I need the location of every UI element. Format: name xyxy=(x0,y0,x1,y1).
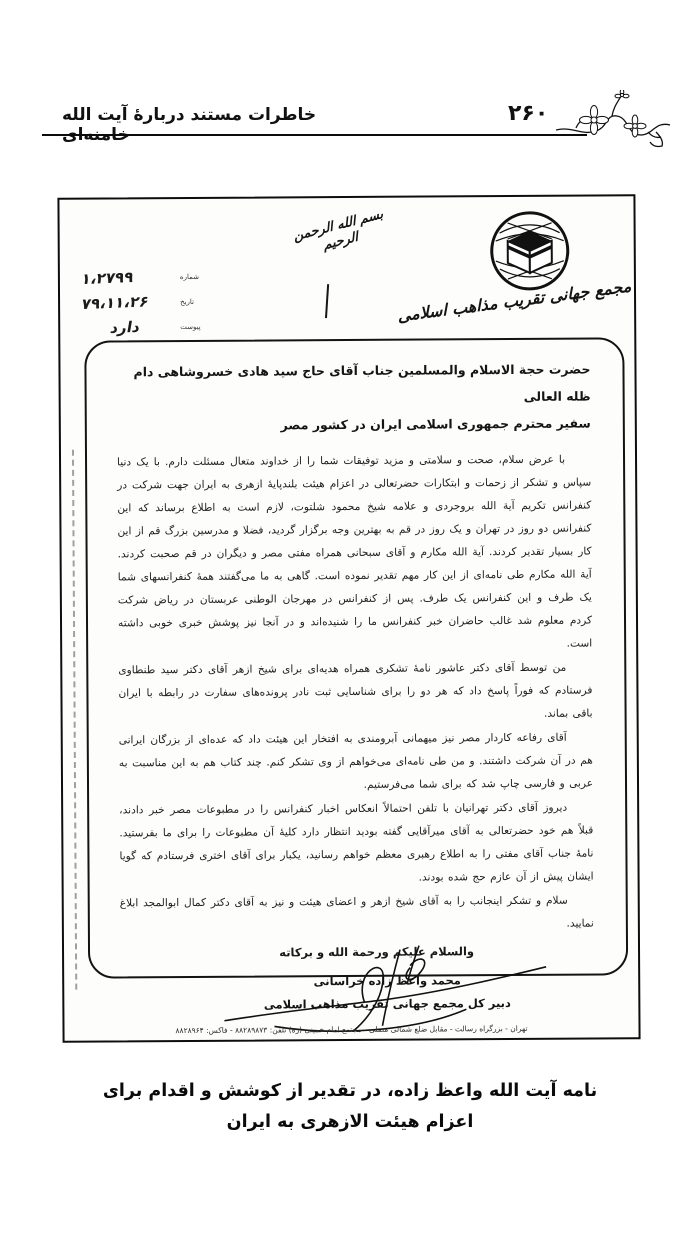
page-number: ۲۶۰ xyxy=(508,101,549,126)
registry-block xyxy=(82,264,282,339)
letter-paragraph: دیروز آقای دکتر تهرانیان با تلفن احتمالاً انعکاس اخبار کنفرانس را در مطبوعات مصر خبر دادند، قبلاً هم خود حضرتعالی به آقای میرآقایی گفته بودید انتظار دارد کلیهٔ آن مطبوعات را برای ما بفرستید. نامهٔ جناب آقای مفتی را به اطلاع رهبری معظم خواهم رسانید، یکبار برای آقای اختری فرستادم که گویا ایشان پیش از آن عازم حج شده بودند. xyxy=(119,801,594,884)
caption-line-1: نامه آیت الله واعظ زاده، در تقدیر از کوشش و اقدام برای xyxy=(102,1081,598,1101)
registry-date-value: ۷۹،۱۱،۲۶ xyxy=(80,292,151,314)
bismillah-calligraphy: بسم الله الرحمن الرحیم xyxy=(292,206,385,254)
letter-body-frame xyxy=(84,337,628,1012)
registry-number-label: شماره xyxy=(179,272,200,282)
bismillah-calligraphy-stroke xyxy=(325,284,329,318)
registry-number-value: ۱،۲۷۹۹ xyxy=(80,268,135,289)
registry-date-label: تاریخ xyxy=(180,297,195,307)
running-head-title: خاطرات مستند دربارهٔ آیت الله خامنه‌ای xyxy=(62,105,317,145)
letter-paragraph: من توسط آقای دکتر عاشور نامهٔ تشکری همراه هدیه‌ای برای شیخ ازهر آقای دکتر سید طنطاوی فرستادم که فوراً پاسخ داد که هر دو را برای شناسایی ثبت نادر پرونده‌های سفارت در رابطه با ایران باقی بماند. xyxy=(118,661,593,720)
registry-attachment-value: دارد xyxy=(108,317,142,337)
closing-salutation: والسلام علیکم ورحمة الله و برکاته xyxy=(279,944,475,960)
figure-caption xyxy=(0,1076,700,1138)
addressee-line-2: سفیر محترم جمهوری اسلامی ایران در کشور مصر xyxy=(280,415,591,433)
floral-ornament-icon xyxy=(556,90,676,154)
registry-attachment-row xyxy=(82,314,282,339)
letter-paragraph: سلام و تشکر اینجانب را به آقای شیخ ازهر و اعضای هیئت و نیز به آقای دکتر کمال ابوالمجد ابلاغ نمایید. xyxy=(119,894,594,930)
caption-line-2: اعزام هیئت الازهری به ایران xyxy=(226,1112,474,1132)
registry-attachment-label: پیوست xyxy=(180,322,201,332)
signatory-name: محمد واعظ زاده خراسانی xyxy=(313,973,461,989)
organization-name-calligraphy: مجمع جهانی تقریب مذاهب اسلامی xyxy=(397,276,632,326)
signatory-title: دبیر کل مجمع جهانی تقریب مذاهب اسلامی xyxy=(263,996,511,1012)
scan-artifact-line xyxy=(72,450,77,990)
letter-paragraph: با عرض سلام، صحت و سلامتی و مزید توفیقات شما را از خداوند متعال مسئلت دارم. با یک دنیا سپاس و تشکر از زحمات و ابتکارات حضرتعالی در اعزام هیئت بلندپایهٔ ازهری به ایران جهت شرکت در کنفرانس تکریم آیة الله بروجردی و علامه شیخ محمود شلتوت، لازم است به اطلاع برساند که این کنفرانس دو روز در تهران و یک روز در قم به بهترین وجه برگزار گردید، فضلا و مدرسین بزرگ قم از این کار بسیار تقدیر کردند. آیة الله مکارم و آقای سبحانی همراه مفتی مصر و دیگران در قم صحبت کردند. آیة الله مکارم طی نامه‌ای از این کار مهم تقدیر نموده است. گاهی به ما می‌گفتند همهٔ کنفرانسهای شما یک طرف و این کنفرانس یک طرف. پس از کنفرانس در مهرجان الوطنی عربستان در ریاض شرکت کردم معلوم شد غالب حاضران خبر کنفرانس ما را شنیده‌اند و در آنجا نیز پوشش خبری خوبی داشته است. xyxy=(117,453,593,650)
addressee-line-1: حضرت حجة الاسلام والمسلمین جناب آقای حاج سید هادی خسروشاهی دام ظله العالی xyxy=(133,361,591,404)
registry-date-row xyxy=(82,289,282,314)
registry-number-row xyxy=(82,264,282,289)
letter-paragraph: آقای رفاعه کاردار مصر نیز میهمانی آبرومندی به افتخار این هیئت داد که عده‌ای از بزرگان ایرانی هم در آن شرکت داشتند. و من طی نامه‌ای می‌خواهم از وی تشکر کنم. چند کتاب هم به این مناسبت به عربی و فارسی چاپ شد که برای شما می‌فرستیم. xyxy=(118,731,594,791)
kaaba-globe-emblem-icon xyxy=(488,209,573,298)
addressee-block xyxy=(116,356,590,440)
running-head-rule xyxy=(42,134,587,136)
letterhead-address: تهران - بزرگراه رسالت - مقابل ضلع شمالی مصلی - مجتمع امام خمینی (ره) تلفن: ۸۸۲۸۹۸۷۳ - فاکس: ۸۸۲۸۹۶۴ xyxy=(175,1023,528,1036)
scanned-letter xyxy=(57,194,640,1043)
